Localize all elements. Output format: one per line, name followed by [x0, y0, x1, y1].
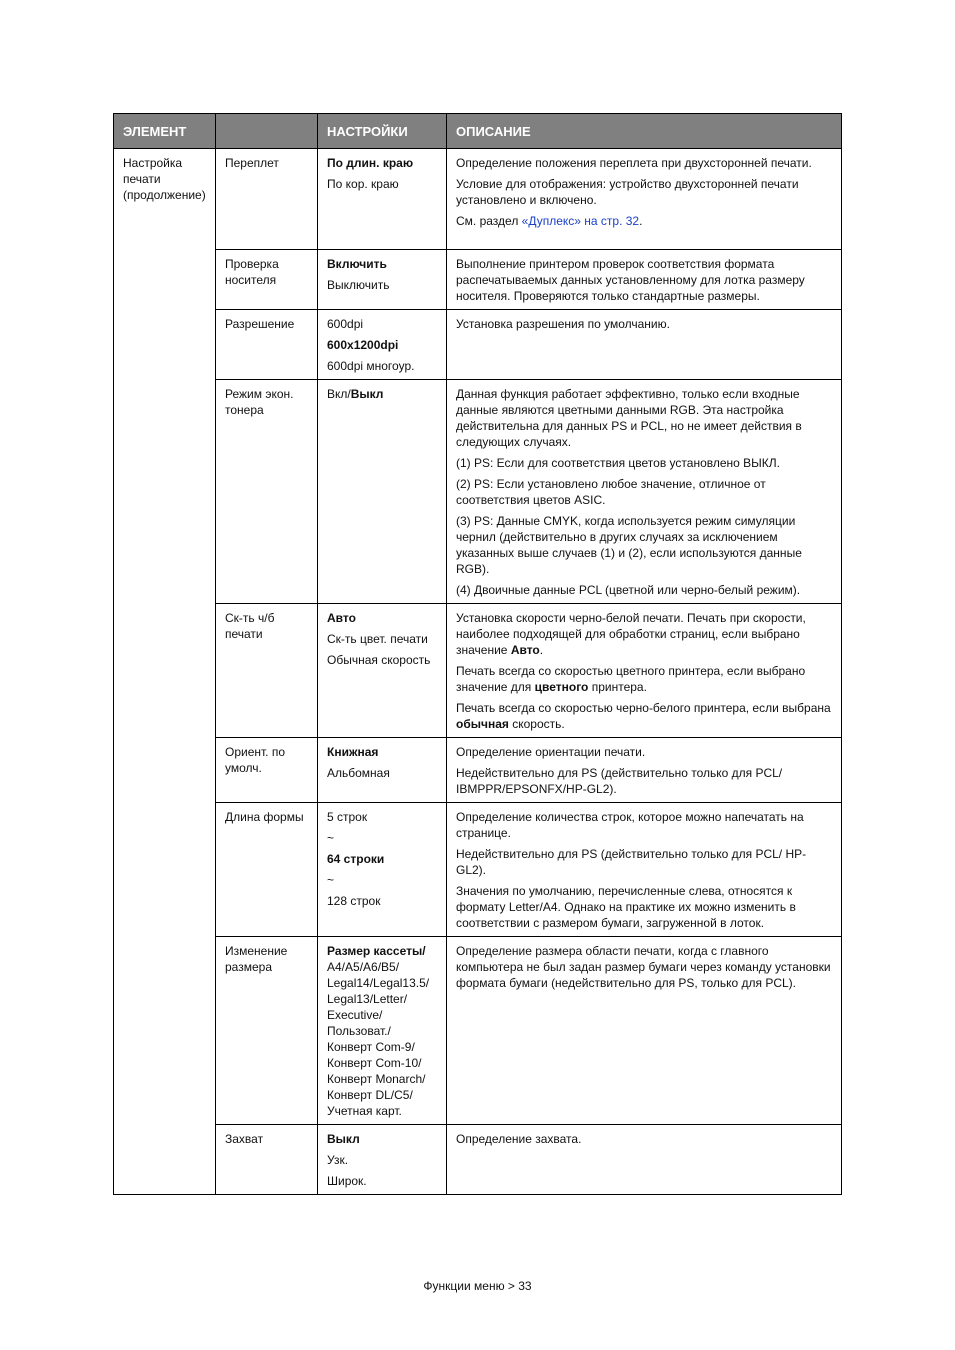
description-cell [447, 738, 842, 803]
paragraph [456, 176, 832, 208]
settings-table [113, 113, 842, 1195]
text-segment: Недействительно для PS (действительно только для PCL/ IBMPPR/EPSONFX/HP-GL2). [456, 766, 783, 796]
text-segment: Печать всегда со скоростью цветного принтера, если выбрано значение для [456, 664, 806, 694]
table-row [114, 250, 842, 310]
text-segment: 600dpi многоур. [327, 359, 415, 373]
table-row [114, 937, 842, 1125]
item-name-cell: Разрешение [216, 310, 318, 380]
bold-text: Включить [327, 257, 387, 271]
paragraph [456, 610, 832, 658]
settings-cell [318, 937, 447, 1125]
text-segment: Определение ориентации печати. [456, 745, 646, 759]
paragraph [456, 582, 832, 598]
header-description: ОПИСАНИЕ [447, 114, 842, 149]
text-segment: Узк. [327, 1153, 349, 1167]
paragraph [327, 316, 437, 332]
text-segment: Альбомная [327, 766, 390, 780]
paragraph [456, 155, 832, 171]
text-segment: ~ [327, 831, 335, 845]
cross-reference-link[interactable]: «Дуплекс» на стр. 32 [521, 214, 640, 228]
bold-text: Выкл [327, 1132, 360, 1146]
bold-text: Выкл [350, 387, 384, 401]
paragraph [456, 1131, 832, 1147]
bold-text: обычная [456, 717, 509, 731]
paragraph [456, 943, 832, 991]
paragraph [327, 155, 437, 171]
bold-text: Авто [510, 643, 540, 657]
text-segment: 600dpi [327, 317, 364, 331]
header-settings: НАСТРОЙКИ [318, 114, 447, 149]
paragraph [327, 872, 437, 888]
table-row [114, 149, 842, 250]
header-blank [216, 114, 318, 149]
settings-cell [318, 604, 447, 738]
text-segment: Установка разрешения по умолчанию. [456, 317, 670, 331]
description-cell [447, 149, 842, 250]
description-cell [447, 310, 842, 380]
paragraph [456, 765, 832, 797]
text-segment: (4) Двоичные данные PCL (цветной или черно-белый режим). [456, 583, 801, 597]
paragraph [327, 943, 437, 1119]
text-segment: Выполнение принтером проверок соответствия формата распечатываемых данных установленному для лотка размеру носителя. Проверяются только стандартные размеры. [456, 257, 805, 303]
settings-cell [318, 380, 447, 604]
bold-text: Книжная [327, 745, 379, 759]
settings-cell [318, 310, 447, 380]
text-segment: Вкл/ [327, 387, 351, 401]
text-segment: Значения по умолчанию, перечисленные слева, относятся к формату Letter/A4. Однако на практике их можно изменить в соответствии с размером бумаги, загруженной в лоток. [456, 884, 796, 930]
item-name-cell: Захват [216, 1125, 318, 1195]
text-segment: Установка скорости черно-белой печати. Печать при скорости, наиболее подходящей для обработки страниц, если выбрано значение [456, 611, 806, 657]
table-row [114, 738, 842, 803]
item-name-cell: Проверка носителя [216, 250, 318, 310]
paragraph [456, 455, 832, 471]
description-cell [447, 803, 842, 937]
item-name-cell: Режим экон. тонера [216, 380, 318, 604]
paragraph [327, 1152, 437, 1168]
paragraph [327, 765, 437, 781]
text-segment: (2) PS: Если установлено любое значение, отличное от соответствия цветов ASIC. [456, 477, 766, 507]
text-segment: A4/A5/A6/B5/ Legal14/Legal13.5/ Legal13/Letter/ Executive/ Пользоват./ Конверт Com-9/ Конверт Com-10/ Конверт Monarch/ Конверт DL/C5/ Учетная карт. [327, 960, 430, 1118]
text-segment: Определение количества строк, которое можно напечатать на странице. [456, 810, 804, 840]
page-footer: Функции меню > 33 [423, 1279, 532, 1293]
text-segment: Условие для отображения: устройство двухсторонней печати установлено и включено. [456, 177, 799, 207]
settings-cell [318, 1125, 447, 1195]
paragraph [327, 256, 437, 272]
text-segment: скорость. [508, 717, 565, 731]
item-name-cell: Ориент. по умолч. [216, 738, 318, 803]
text-segment: Определение положения переплета при двухсторонней печати. [456, 156, 812, 170]
bold-text: Размер кассеты/ [327, 944, 426, 958]
text-segment: Определение захвата. [456, 1132, 582, 1146]
text-segment: . [639, 214, 643, 228]
table-row [114, 604, 842, 738]
table-header-row [114, 114, 842, 149]
paragraph [456, 663, 832, 695]
group-label-cell: Настройка печати (продолжение) [114, 149, 216, 1195]
settings-cell [318, 149, 447, 250]
paragraph [456, 476, 832, 508]
paragraph [327, 893, 437, 909]
table-row [114, 310, 842, 380]
paragraph [327, 610, 437, 626]
text-segment: См. раздел [456, 214, 522, 228]
text-segment: По кор. краю [327, 177, 399, 191]
text-segment: Недействительно для PS (действительно только для PCL/ HP-GL2). [456, 847, 807, 877]
paragraph [327, 851, 437, 867]
description-cell [447, 1125, 842, 1195]
paragraph [327, 1173, 437, 1189]
paragraph [327, 386, 437, 402]
description-cell [447, 937, 842, 1125]
text-segment: Печать всегда со скоростью черно-белого принтера, если выбрана [456, 701, 831, 715]
table-row [114, 1125, 842, 1195]
paragraph [327, 1131, 437, 1147]
text-segment: Определение размера области печати, когда с главного компьютера не был задан размер бумаги через команду установки формата бумаги (недействительно для PS, только для PCL). [456, 944, 831, 990]
text-segment: принтера. [588, 680, 647, 694]
paragraph [456, 744, 832, 760]
paragraph [327, 652, 437, 668]
paragraph [327, 176, 437, 192]
bold-text: 600x1200dpi [327, 338, 399, 352]
paragraph [456, 256, 832, 304]
paragraph [327, 830, 437, 846]
table-row [114, 803, 842, 937]
paragraph [456, 809, 832, 841]
text-segment: Данная функция работает эффективно, только если входные данные являются цветными данными RGB. Эта настройка действительна для данных PS и PCL, но не имеет действия в следующих случаях. [456, 387, 802, 449]
paragraph [456, 316, 832, 332]
item-name-cell: Переплет [216, 149, 318, 250]
paragraph [456, 846, 832, 878]
paragraph [456, 883, 832, 931]
paragraph [327, 358, 437, 374]
settings-cell [318, 803, 447, 937]
paragraph [456, 213, 832, 229]
table-row [114, 380, 842, 604]
description-cell [447, 250, 842, 310]
text-segment: (1) PS: Если для соответствия цветов установлено ВЫКЛ. [456, 456, 780, 470]
paragraph [327, 337, 437, 353]
paragraph [327, 277, 437, 293]
text-segment: Ск-ть цвет. печати [327, 632, 428, 646]
text-segment: . [539, 643, 544, 657]
paragraph [456, 700, 832, 732]
description-cell [447, 380, 842, 604]
item-name-cell: Изменение размера [216, 937, 318, 1125]
paragraph [327, 744, 437, 760]
bold-text: По длин. краю [327, 156, 414, 170]
paragraph [327, 809, 437, 825]
paragraph [456, 386, 832, 450]
bold-text: 64 строки [327, 852, 385, 866]
bold-text: Авто [327, 611, 356, 625]
text-segment: Выключить [327, 278, 390, 292]
text-segment: ~ [327, 873, 335, 887]
paragraph [456, 513, 832, 577]
item-name-cell: Ск-ть ч/б печати [216, 604, 318, 738]
text-segment: (3) PS: Данные CMYK, когда используется режим симуляции чернил (действительно в других случаях за исключением указанных выше случаев (1) и (2), если используются данные RGB). [456, 514, 802, 576]
settings-cell [318, 250, 447, 310]
text-segment: Обычная скорость [327, 653, 431, 667]
paragraph [327, 631, 437, 647]
item-name-cell: Длина формы [216, 803, 318, 937]
text-segment: Широк. [327, 1174, 367, 1188]
bold-text: цветного [534, 680, 589, 694]
header-element: ЭЛЕМЕНТ [114, 114, 216, 149]
text-segment: 128 строк [327, 894, 381, 908]
table-body [114, 149, 842, 1195]
settings-cell [318, 738, 447, 803]
text-segment: 5 строк [327, 810, 368, 824]
description-cell [447, 604, 842, 738]
